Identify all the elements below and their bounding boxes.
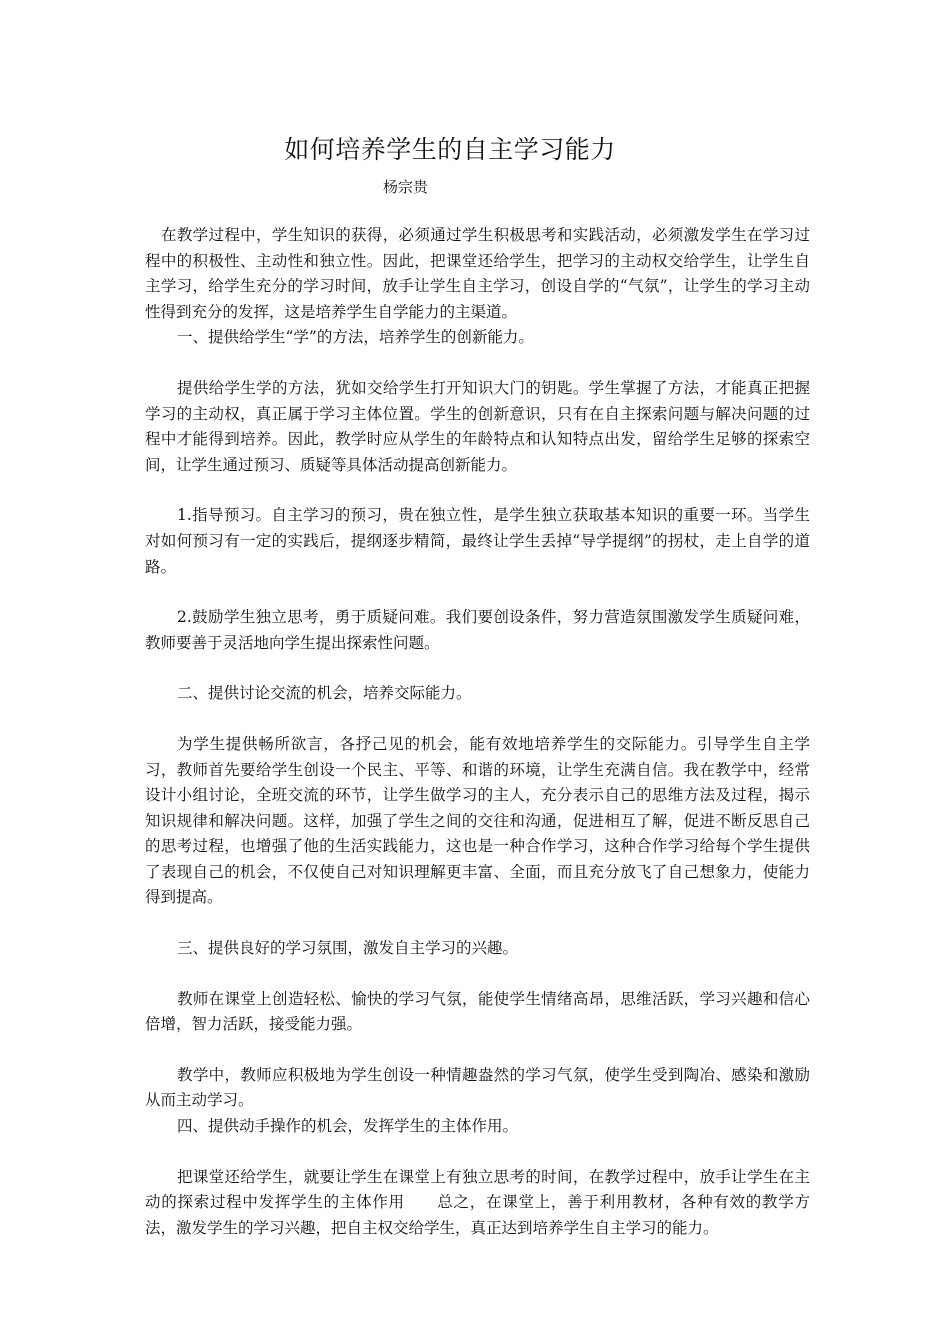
section-heading-3: 三、提供良好的学习氛围，激发自主学习的兴趣。 <box>177 939 519 958</box>
section-heading-2: 二、提供讨论交流的机会，培养交际能力。 <box>177 684 472 703</box>
paragraph-discussion: 为学生提供畅所欲言，各抒己见的机会，能有效地培养学生的交际能力。引导学生自主学习，教师首先要给学生创设一个民主、平等、和谐的环境，让学生充满自信。我在教学中，经常设计小组讨论，全班交流的环节，让学生做学习的主人，充分表示自己的思维方法及过程，揭示知识规律和解决问题。这样，加强了学生之间的交往和沟通，促进相互了解，促进不断反思自己的思考过程，也增强了他的生活实践能力，这也是一种合作学习，这种合作学习给每个学生提供了表现自己的机会，不仅使自己对知识理解更丰富、全面，而且充分放飞了自己想象力，使能力得到提高。 <box>145 734 810 907</box>
document-title: 如何培养学生的自主学习能力 <box>284 135 616 164</box>
paragraph-preview: 1.指导预习。自主学习的预习，贵在独立性，是学生独立获取基本知识的重要一环。当学生对如何预习有一定的实践后，提纲逐步精简，最终让学生丢掉“导学提纲”的拐杖，走上自学的道路。 <box>145 506 810 576</box>
document-body <box>145 223 810 1241</box>
paragraph-questioning: 2.鼓励学生独立思考，勇于质疑问难。我们要创设条件，努力营造氛围激发学生质疑问难，教师要善于灵活地向学生提出探索性问题。 <box>145 608 810 652</box>
paragraph-atmosphere: 教师在课堂上创造轻松、愉快的学习气氛，能使学生情绪高昂，思维活跃，学习兴趣和信心倍增，智力活跃，接受能力强。 <box>145 989 810 1034</box>
section-heading-1: 一、提供给学生“学”的方法，培养学生的创新能力。 <box>177 328 534 347</box>
paragraph-methods: 提供给学生学的方法，犹如交给学生打开知识大门的钥匙。学生掌握了方法，才能真正把握学习的主动权，真正属于学习主体位置。学生的创新意识，只有在自主探索问题与解决问题的过程中才能得到培养。因此，教学时应从学生的年龄特点和认知特点出发，留给学生足够的探索空间，让学生通过预习、质疑等具体活动提高创新能力。 <box>145 378 810 474</box>
paragraph-teaching: 教学中，教师应积极地为学生创设一种情趣盎然的学习气氛，使学生受到陶冶、感染和激励从而主动学习。 <box>145 1065 810 1110</box>
paragraph-conclusion: 把课堂还给学生，就要让学生在课堂上有独立思考的时间，在教学过程中，放手让学生在主动的探索过程中发挥学生的主体作用 总之，在课堂上，善于利用教材，各种有效的教学方法，激发学生的学习兴趣，把自主权交给学生，真正达到培养学生自主学习的能力。 <box>145 1167 810 1237</box>
intro-paragraph: 在教学过程中，学生知识的获得，必须通过学生积极思考和实践活动，必须激发学生在学习过程中的积极性、主动性和独立性。因此，把课堂还给学生，把学习的主动权交给学生，让学生自主学习，给学生充分的学习时间，放手让学生自主学习，创设自学的“气氛”，让学生的学习主动性得到充分的发挥，这是培养学生自学能力的主渠道。 <box>145 226 810 321</box>
author-name: 杨宗贵 <box>383 178 429 196</box>
section-heading-4: 四、提供动手操作的机会，发挥学生的主体作用。 <box>177 1117 519 1136</box>
